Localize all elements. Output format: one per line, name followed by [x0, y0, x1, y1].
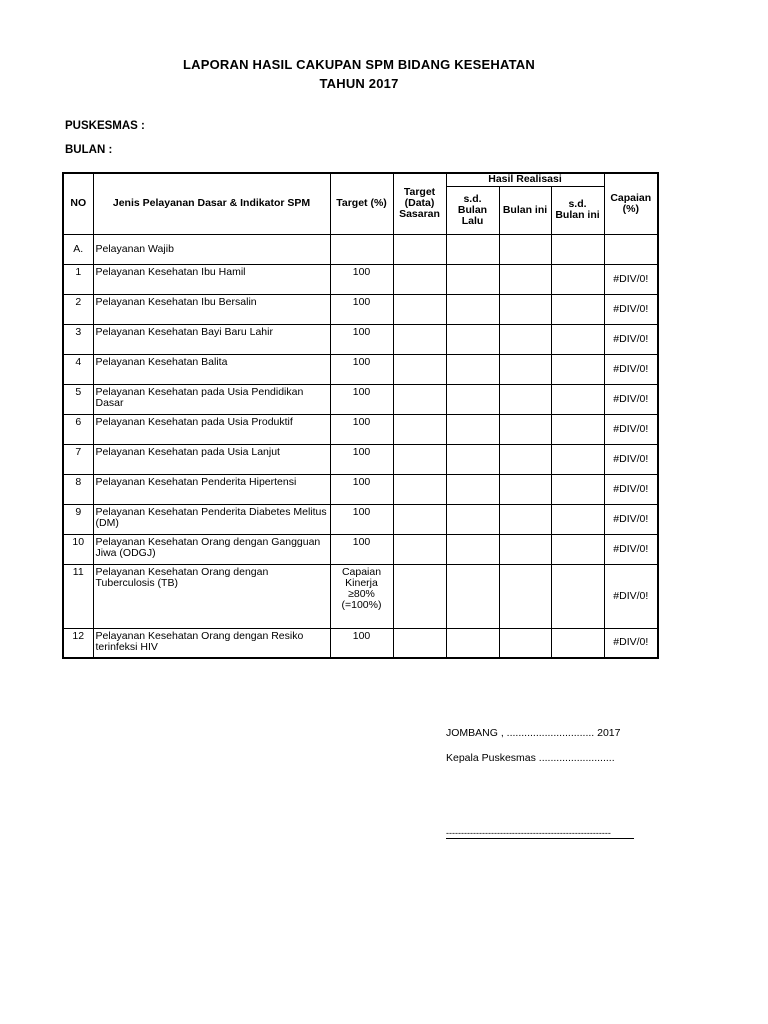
row-bulan-ini [499, 324, 551, 354]
row-bulan-ini [499, 564, 551, 628]
table-row [63, 354, 658, 384]
table-row [63, 414, 658, 444]
row-label: Pelayanan Kesehatan Orang dengan Tuberculosis (TB) [93, 564, 330, 628]
row-bulan-ini [499, 264, 551, 294]
header-capaian: Capaian (%) [604, 173, 658, 234]
row-target: 100 [330, 444, 393, 474]
row-bulan-ini [499, 444, 551, 474]
row-capaian: #DIV/0! [604, 264, 658, 294]
row-bulan-ini [499, 414, 551, 444]
section-row [63, 234, 658, 264]
row-sd-bulan-ini [551, 264, 604, 294]
row-bulan-ini [499, 384, 551, 414]
row-capaian: #DIV/0! [604, 628, 658, 658]
row-capaian: #DIV/0! [604, 384, 658, 414]
row-no: 3 [63, 324, 93, 354]
row-label: Pelayanan Kesehatan Orang dengan Gangguan Jiwa (ODGJ) [93, 534, 330, 564]
row-sd-bulan-ini [551, 324, 604, 354]
header-sd-bulan-lalu: s.d. Bulan Lalu [446, 186, 499, 234]
row-capaian: #DIV/0! [604, 414, 658, 444]
row-sd-bulan-lalu [446, 384, 499, 414]
row-label: Pelayanan Kesehatan pada Usia Lanjut [93, 444, 330, 474]
row-no: 5 [63, 384, 93, 414]
row-bulan-ini [499, 294, 551, 324]
row-sd-bulan-ini [551, 628, 604, 658]
row-target: 100 [330, 534, 393, 564]
row-sd-bulan-ini [551, 474, 604, 504]
row-no: 1 [63, 264, 93, 294]
row-capaian: #DIV/0! [604, 444, 658, 474]
row-sd-bulan-lalu [446, 414, 499, 444]
table-row [63, 474, 658, 504]
header-target-data: Target (Data) Sasaran [393, 173, 446, 234]
row-sd-bulan-lalu [446, 534, 499, 564]
table-row [63, 628, 658, 658]
table-row [63, 264, 658, 294]
table-row [63, 444, 658, 474]
row-capaian: #DIV/0! [604, 504, 658, 534]
row-target-data [393, 324, 446, 354]
row-target-data [393, 384, 446, 414]
row-capaian: #DIV/0! [604, 564, 658, 628]
row-bulan-ini [499, 534, 551, 564]
row-label: Pelayanan Kesehatan Penderita Diabetes Melitus (DM) [93, 504, 330, 534]
puskesmas-label: PUSKESMAS : [65, 120, 145, 132]
row-sd-bulan-ini [551, 354, 604, 384]
row-label: Pelayanan Kesehatan Ibu Bersalin [93, 294, 330, 324]
row-sd-bulan-ini [551, 504, 604, 534]
row-target-data [393, 294, 446, 324]
row-target-data [393, 264, 446, 294]
row-target: 100 [330, 504, 393, 534]
header-target-pct: Target (%) [330, 173, 393, 234]
table-row [63, 324, 658, 354]
row-no: 11 [63, 564, 93, 628]
row-sd-bulan-lalu [446, 324, 499, 354]
row-no: 2 [63, 294, 93, 324]
row-label: Pelayanan Kesehatan Bayi Baru Lahir [93, 324, 330, 354]
row-sd-bulan-lalu [446, 628, 499, 658]
row-capaian: #DIV/0! [604, 474, 658, 504]
row-target-data [393, 628, 446, 658]
row-capaian: #DIV/0! [604, 534, 658, 564]
row-sd-bulan-ini [551, 564, 604, 628]
row-target: 100 [330, 324, 393, 354]
row-target-data [393, 354, 446, 384]
header-jenis: Jenis Pelayanan Dasar & Indikator SPM [93, 173, 330, 234]
row-bulan-ini [499, 628, 551, 658]
table-row [63, 504, 658, 534]
row-label: Pelayanan Kesehatan pada Usia Pendidikan Dasar [93, 384, 330, 414]
row-sd-bulan-lalu [446, 564, 499, 628]
row-label: Pelayanan Kesehatan Ibu Hamil [93, 264, 330, 294]
row-capaian: #DIV/0! [604, 324, 658, 354]
signature-head: Kepala Puskesmas .......................... [446, 752, 615, 764]
row-target: 100 [330, 474, 393, 504]
row-sd-bulan-lalu [446, 294, 499, 324]
row-target: 100 [330, 414, 393, 444]
row-sd-bulan-ini [551, 294, 604, 324]
row-target-data [393, 414, 446, 444]
row-no: 12 [63, 628, 93, 658]
row-target: Capaian Kinerja ≥80% (=100%) [330, 564, 393, 628]
row-target: 100 [330, 354, 393, 384]
section-no: A. [63, 234, 93, 264]
row-label: Pelayanan Kesehatan pada Usia Produktif [93, 414, 330, 444]
table-row [63, 294, 658, 324]
row-sd-bulan-ini [551, 444, 604, 474]
row-no: 10 [63, 534, 93, 564]
signature-line: ------------------------------------------------------- [446, 828, 634, 839]
row-sd-bulan-lalu [446, 264, 499, 294]
row-label: Pelayanan Kesehatan Balita [93, 354, 330, 384]
row-no: 4 [63, 354, 93, 384]
section-label: Pelayanan Wajib [93, 234, 330, 264]
table-row [63, 564, 658, 628]
row-sd-bulan-ini [551, 384, 604, 414]
row-sd-bulan-lalu [446, 504, 499, 534]
row-target-data [393, 504, 446, 534]
bulan-label: BULAN : [65, 144, 113, 156]
header-sd-bulan-ini: s.d. Bulan ini [551, 186, 604, 234]
report-year: TAHUN 2017 [319, 76, 399, 91]
row-capaian: #DIV/0! [604, 294, 658, 324]
signature-place-date: JOMBANG , .............................. 2017 [446, 727, 621, 739]
row-bulan-ini [499, 474, 551, 504]
row-sd-bulan-ini [551, 414, 604, 444]
row-target: 100 [330, 384, 393, 414]
report-title: LAPORAN HASIL CAKUPAN SPM BIDANG KESEHATAN [183, 57, 535, 72]
row-no: 6 [63, 414, 93, 444]
row-target-data [393, 534, 446, 564]
header-no: NO [63, 173, 93, 234]
row-target: 100 [330, 264, 393, 294]
header-bulan-ini: Bulan ini [499, 186, 551, 234]
table-row [63, 384, 658, 414]
row-target-data [393, 444, 446, 474]
row-target-data [393, 564, 446, 628]
row-label: Pelayanan Kesehatan Orang dengan Resiko terinfeksi HIV [93, 628, 330, 658]
header-hasil-realisasi: Hasil Realisasi [446, 173, 604, 186]
row-sd-bulan-ini [551, 534, 604, 564]
row-sd-bulan-lalu [446, 354, 499, 384]
row-target-data [393, 474, 446, 504]
row-target: 100 [330, 294, 393, 324]
row-capaian: #DIV/0! [604, 354, 658, 384]
row-sd-bulan-lalu [446, 444, 499, 474]
row-no: 9 [63, 504, 93, 534]
row-bulan-ini [499, 354, 551, 384]
row-sd-bulan-lalu [446, 474, 499, 504]
row-label: Pelayanan Kesehatan Penderita Hipertensi [93, 474, 330, 504]
table-row [63, 534, 658, 564]
row-target: 100 [330, 628, 393, 658]
spm-report-table [62, 172, 659, 659]
row-bulan-ini [499, 504, 551, 534]
row-no: 7 [63, 444, 93, 474]
row-no: 8 [63, 474, 93, 504]
